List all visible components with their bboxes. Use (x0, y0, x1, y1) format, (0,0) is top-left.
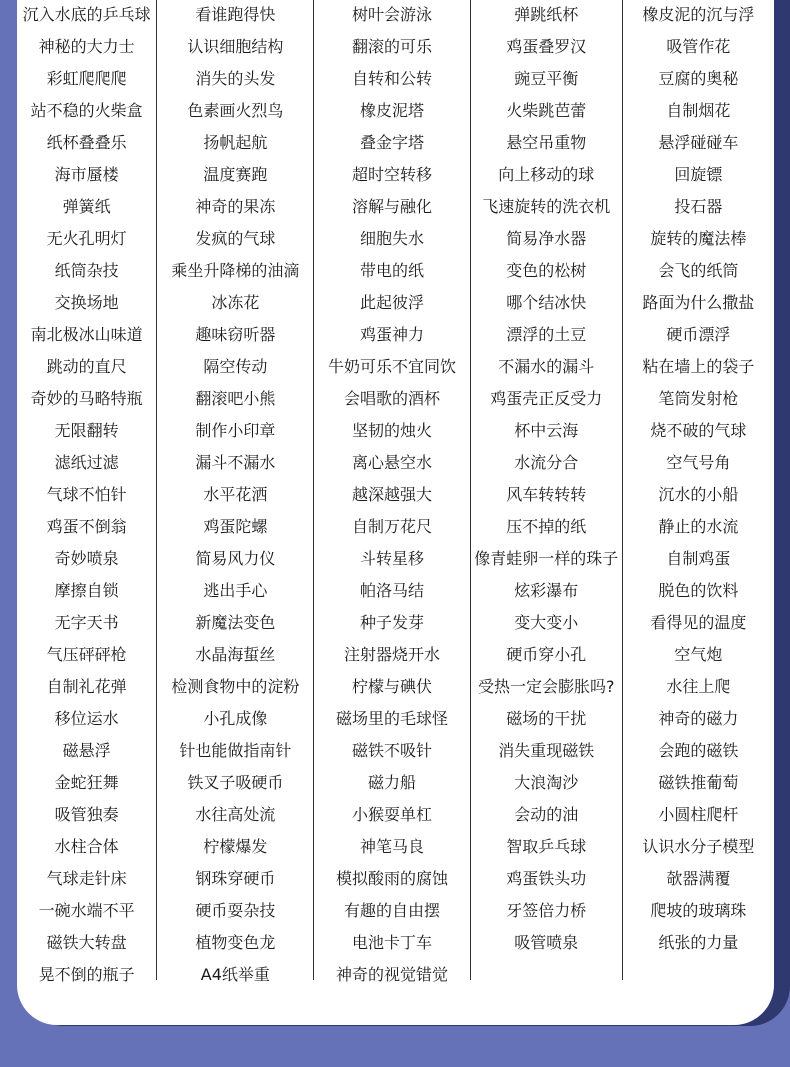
experiment-name: 纸筒杂技 (54, 261, 119, 280)
experiment-name: 磁场里的毛球怪 (336, 709, 449, 728)
experiment-name: 制作小印章 (195, 421, 276, 440)
experiment-name: 飞速旋转的洗衣机 (482, 197, 611, 216)
experiment-name: 植物变色龙 (195, 933, 276, 952)
experiment-name: 无限翻转 (54, 421, 119, 440)
experiment-name: 粘在墙上的袋子 (642, 357, 755, 376)
experiment-column-4 (470, 0, 622, 980)
experiment-name: 水流分合 (514, 453, 579, 472)
experiment-name: 炫彩瀑布 (514, 581, 579, 600)
experiment-name: 哪个结冰快 (506, 293, 587, 312)
experiment-name: 脱色的饮料 (658, 581, 739, 600)
experiment-name: 斗转星移 (360, 549, 425, 568)
experiment-name: 气压砰砰枪 (46, 645, 127, 664)
experiment-name: 笔筒发射枪 (658, 389, 739, 408)
experiment-name: 柠檬与碘伏 (352, 677, 433, 696)
experiment-name: 磁力船 (368, 773, 417, 792)
experiment-name: 橡皮泥塔 (360, 101, 425, 120)
experiment-name: 磁铁大转盘 (46, 933, 127, 952)
experiment-name: 鸡蛋铁头功 (506, 869, 587, 888)
experiment-name: 无火孔明灯 (46, 229, 127, 248)
experiment-name: 牙签倍力桥 (506, 901, 587, 920)
experiment-name: 气球不怕针 (46, 485, 127, 504)
experiment-name: 海市蜃楼 (54, 165, 119, 184)
experiment-name: 自转和公转 (352, 69, 433, 88)
experiment-name: 变大变小 (514, 613, 579, 632)
experiment-name: 晃不倒的瓶子 (38, 965, 135, 984)
experiment-name: 磁铁推葡萄 (658, 773, 739, 792)
experiment-name: 跳动的直尺 (46, 357, 127, 376)
experiment-name: 鸡蛋神力 (360, 325, 425, 344)
experiment-name: 漂浮的土豆 (506, 325, 587, 344)
experiment-name: 吸管喷泉 (514, 933, 579, 952)
experiment-name: 神笔马良 (360, 837, 425, 856)
experiment-name: 空气炮 (674, 645, 723, 664)
experiment-name: 沉入水底的乒乓球 (22, 5, 151, 24)
experiment-name: 树叶会游泳 (352, 5, 433, 24)
experiment-name: 无字天书 (54, 613, 119, 632)
experiment-name: 磁铁不吸针 (352, 741, 433, 760)
experiment-name: 投石器 (674, 197, 723, 216)
experiment-name: 大浪淘沙 (514, 773, 579, 792)
experiment-name: 弹簧纸 (62, 197, 111, 216)
experiment-name: 会动的油 (514, 805, 579, 824)
experiment-name: 认识细胞结构 (187, 37, 284, 56)
experiment-name: 纸杯叠叠乐 (46, 133, 127, 152)
experiment-name: 有趣的自由摆 (344, 901, 441, 920)
experiment-name: 交换场地 (54, 293, 119, 312)
experiment-name: 小圆柱爬杆 (658, 805, 739, 824)
experiment-name: 新魔法变色 (195, 613, 276, 632)
experiment-name: 彩虹爬爬爬 (46, 69, 127, 88)
experiment-name: 会唱歌的酒杯 (344, 389, 441, 408)
experiment-name: 针也能做指南针 (179, 741, 292, 760)
experiment-name: 电池卡丁车 (352, 933, 433, 952)
experiment-name: 水平花洒 (203, 485, 268, 504)
experiment-name: 磁场的干扰 (506, 709, 587, 728)
experiment-name: 帕洛马结 (360, 581, 425, 600)
experiment-name: 会跑的磁铁 (658, 741, 739, 760)
experiment-name: 悬空吊重物 (506, 133, 587, 152)
experiment-name: 橡皮泥的沉与浮 (642, 5, 755, 24)
experiment-name: 向上移动的球 (498, 165, 595, 184)
experiment-name: 模拟酸雨的腐蚀 (336, 869, 449, 888)
experiment-name (471, 960, 622, 992)
experiment-name: 奇妙的马略特瓶 (30, 389, 143, 408)
experiment-name: 风车转转转 (506, 485, 587, 504)
experiment-name: 自制烟花 (666, 101, 731, 120)
experiment-name: 摩擦自锁 (54, 581, 119, 600)
experiment-name: 牛奶可乐不宜同饮 (328, 357, 457, 376)
experiment-name: 叠金字塔 (360, 133, 425, 152)
experiment-name: 硬币漂浮 (666, 325, 731, 344)
experiment-name: 溶解与融化 (352, 197, 433, 216)
experiment-name: 冰冻花 (211, 293, 260, 312)
experiment-name: 磁悬浮 (62, 741, 111, 760)
experiment-name: 翻滚的可乐 (352, 37, 433, 56)
experiment-name: 超时空转移 (352, 165, 433, 184)
experiment-name: 种子发芽 (360, 613, 425, 632)
experiment-name: 水晶海蜇丝 (195, 645, 276, 664)
experiment-name: 欹器满覆 (666, 869, 731, 888)
experiment-name: 火柴跳芭蕾 (506, 101, 587, 120)
experiment-name: 滤纸过滤 (54, 453, 119, 472)
experiment-name: 路面为什么撒盐 (642, 293, 755, 312)
experiment-column-1 (17, 0, 156, 984)
experiment-name: 压不掉的纸 (506, 517, 587, 536)
experiment-name: 悬浮碰碰车 (658, 133, 739, 152)
experiment-name: 会飞的纸筒 (658, 261, 739, 280)
experiment-card (17, 0, 774, 1025)
experiment-name: 认识水分子模型 (642, 837, 755, 856)
experiment-name: 自制礼花弹 (46, 677, 127, 696)
experiment-name: 站不稳的火柴盒 (30, 101, 143, 120)
experiment-name: 此起彼浮 (360, 293, 425, 312)
experiment-name: 小孔成像 (203, 709, 268, 728)
experiment-name: 简易净水器 (506, 229, 587, 248)
experiment-name: 翻滚吧小熊 (195, 389, 276, 408)
experiment-column-5 (622, 0, 774, 980)
experiment-name: 鸡蛋不倒翁 (46, 517, 127, 536)
experiment-name: 变色的松树 (506, 261, 587, 280)
experiment-name: 金蛇狂舞 (54, 773, 119, 792)
experiment-name: 静止的水流 (658, 517, 739, 536)
experiment-name: 吸管独奏 (54, 805, 119, 824)
experiment-name: 色素画火烈鸟 (187, 101, 284, 120)
experiment-name: 逃出手心 (203, 581, 268, 600)
experiment-name: 奇妙喷泉 (54, 549, 119, 568)
experiment-name: 看得见的温度 (650, 613, 747, 632)
experiment-name: 神秘的大力士 (38, 37, 135, 56)
experiment-name: 水柱合体 (54, 837, 119, 856)
experiment-name: 豆腐的奥秘 (658, 69, 739, 88)
experiment-name: 温度赛跑 (203, 165, 268, 184)
experiment-table (17, 0, 774, 984)
experiment-name: 检测食物中的淀粉 (171, 677, 300, 696)
experiment-name: 智取乒乓球 (506, 837, 587, 856)
experiment-name: 隔空传动 (203, 357, 268, 376)
experiment-name: 柠檬爆发 (203, 837, 268, 856)
experiment-name: 带电的纸 (360, 261, 425, 280)
experiment-name: 看谁跑得快 (195, 5, 276, 24)
experiment-name: 鸡蛋壳正反受力 (490, 389, 603, 408)
experiment-name: 自制鸡蛋 (666, 549, 731, 568)
experiment-name: 神奇的视觉错觉 (336, 965, 449, 984)
experiment-name: 鸡蛋陀螺 (203, 517, 268, 536)
experiment-name: 受热一定会膨胀吗? (477, 677, 615, 696)
experiment-name: 钢珠穿硬币 (195, 869, 276, 888)
experiment-name: 南北极冰山味道 (30, 325, 143, 344)
experiment-name: A4纸举重 (200, 965, 270, 984)
experiment-name: 简易风力仪 (195, 549, 276, 568)
experiment-name: 水往上爬 (666, 677, 731, 696)
experiment-name: 水往高处流 (195, 805, 276, 824)
experiment-column-3 (313, 0, 469, 984)
experiment-name: 神奇的果冻 (195, 197, 276, 216)
experiment-name: 离心悬空水 (352, 453, 433, 472)
experiment-name: 漏斗不漏水 (195, 453, 276, 472)
experiment-name: 小猴耍单杠 (352, 805, 433, 824)
experiment-name: 硬币穿小孔 (506, 645, 587, 664)
experiment-name: 铁叉子吸硬币 (187, 773, 284, 792)
experiment-name: 豌豆平衡 (514, 69, 579, 88)
experiment-name: 扬帆起航 (203, 133, 268, 152)
experiment-name: 越深越强大 (352, 485, 433, 504)
experiment-name: 像青蛙卵一样的珠子 (474, 549, 619, 568)
experiment-name: 自制万花尺 (352, 517, 433, 536)
experiment-name: 注射器烧开水 (344, 645, 441, 664)
experiment-name: 乘坐升降梯的油滴 (171, 261, 300, 280)
experiment-name: 消失重现磁铁 (498, 741, 595, 760)
experiment-name: 坚韧的烛火 (352, 421, 433, 440)
experiment-name: 不漏水的漏斗 (498, 357, 595, 376)
experiment-name: 硬币耍杂技 (195, 901, 276, 920)
experiment-name: 旋转的魔法棒 (650, 229, 747, 248)
experiment-column-2 (156, 0, 313, 984)
experiment-name: 移位运水 (54, 709, 119, 728)
experiment-name: 鸡蛋叠罗汉 (506, 37, 587, 56)
experiment-name: 回旋镖 (674, 165, 723, 184)
experiment-name (623, 960, 774, 992)
experiment-name: 空气号角 (666, 453, 731, 472)
experiment-name: 杯中云海 (514, 421, 579, 440)
experiment-name: 弹跳纸杯 (514, 5, 579, 24)
experiment-name: 神奇的磁力 (658, 709, 739, 728)
experiment-name: 纸张的力量 (658, 933, 739, 952)
experiment-name: 爬坡的玻璃珠 (650, 901, 747, 920)
experiment-name: 趣味窃听器 (195, 325, 276, 344)
experiment-name: 吸管作花 (666, 37, 731, 56)
experiment-name: 气球走针床 (46, 869, 127, 888)
experiment-name: 细胞失水 (360, 229, 425, 248)
experiment-name: 发疯的气球 (195, 229, 276, 248)
experiment-name: 一碗水端不平 (38, 901, 135, 920)
experiment-name: 消失的头发 (195, 69, 276, 88)
experiment-name: 沉水的小船 (658, 485, 739, 504)
experiment-name: 烧不破的气球 (650, 421, 747, 440)
